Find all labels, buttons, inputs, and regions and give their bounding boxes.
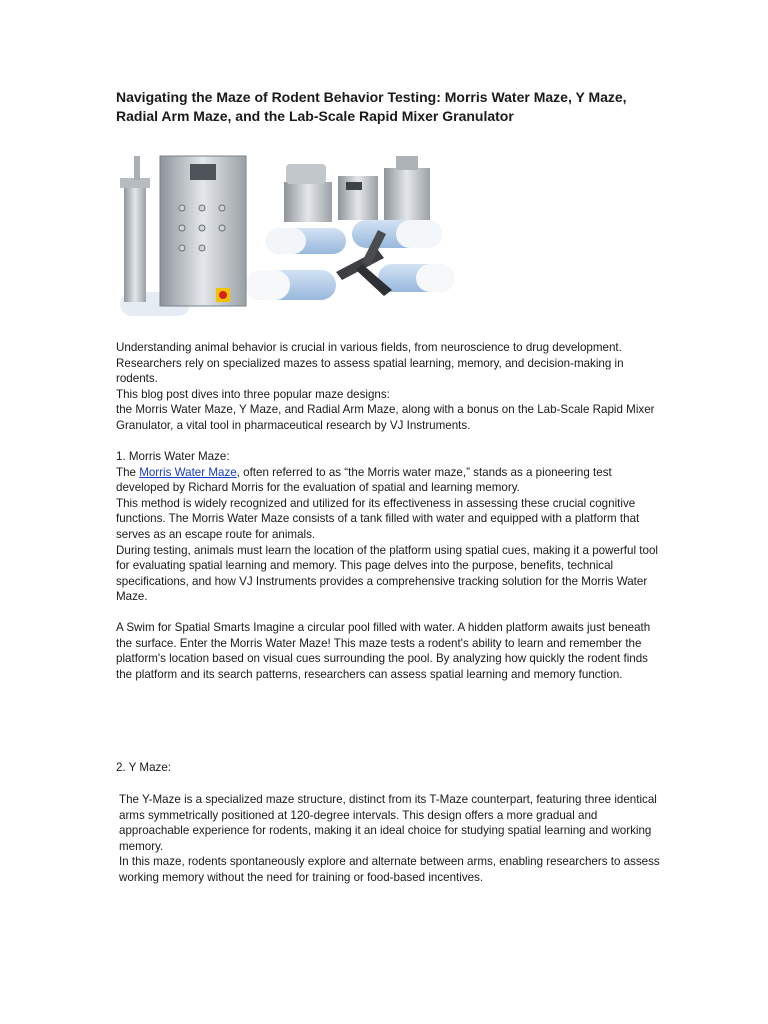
section-2-heading: 2. Y Maze:: [116, 761, 171, 774]
section-1-paragraph-1: [116, 465, 661, 496]
section-1-paragraph-3: During testing, animals must learn the location of the platform using spatial cues, making it a powerful tool for evaluating spatial learning and memory. This page delves into the purpose, benefits, technical specifications, and how VJ Instruments provides a comprehensive tracking solution for the Morris Water Maze.: [116, 543, 658, 604]
section-1-p1-suffix: , often referred to as “the Morris water maze,” stands as a pioneering test developed by Richard Morris for the evaluation of spatial and learning memory.: [116, 465, 612, 495]
section-1-p1-prefix: The: [116, 465, 140, 479]
section-morris-swim: [116, 620, 661, 682]
intro-block: [116, 340, 661, 434]
section-2-paragraph-1: The Y-Maze is a specialized maze structure, distinct from its T-Maze counterpart, featuring three identical arms symmetrically positioned at 120-degree intervals. This design offers a more gradual and approachable experience for rodents, making it an ideal choice for studying spatial learning and working memory.: [119, 793, 657, 853]
granulator-product-image: [116, 142, 458, 318]
morris-water-maze-link[interactable]: Morris Water Maze: [139, 465, 237, 479]
section-1-paragraph-4: A Swim for Spatial Smarts Imagine a circular pool filled with water. A hidden platform awaits just beneath the surface. Enter the Morris Water Maze! This maze tests a rodent's ability to learn and remember the platform's location based on visual cues surrounding the pool. By analyzing how quickly the rodent finds the platform and its search patterns, researchers can assess spatial learning and memory function.: [116, 621, 651, 681]
document-title: Navigating the Maze of Rodent Behavior Testing: Morris Water Maze, Y Maze, Radial Arm Maze, and the Lab-Scale Rapid Mixer Granulator: [116, 89, 627, 124]
section-y-maze-heading-block: [116, 760, 661, 776]
section-morris: [116, 449, 661, 605]
section-1-heading: 1. Morris Water Maze:: [116, 450, 230, 463]
intro-paragraph-3: the Morris Water Maze, Y Maze, and Radial Arm Maze, along with a bonus on the Lab-Scale Rapid Mixer Granulator, a vital tool in pharmaceutical research by VJ Instruments.: [116, 403, 655, 432]
intro-paragraph-2: This blog post dives into three popular maze designs:: [116, 387, 390, 401]
intro-paragraph-1: Understanding animal behavior is crucial in various fields, from neuroscience to drug development. Researchers rely on specialized mazes to assess spatial learning, memory, and decision-making in rodents.: [116, 341, 624, 386]
section-1-paragraph-2: This method is widely recognized and utilized for its effectiveness in assessing these crucial cognitive functions. The Morris Water Maze consists of a tank filled with water and equipped with a platform that serves as an escape route for animals.: [116, 496, 640, 541]
section-2-paragraph-2: In this maze, rodents spontaneously explore and alternate between arms, enabling researchers to assess working memory without the need for training or food-based incentives.: [119, 855, 660, 884]
section-y-maze: [119, 792, 664, 886]
